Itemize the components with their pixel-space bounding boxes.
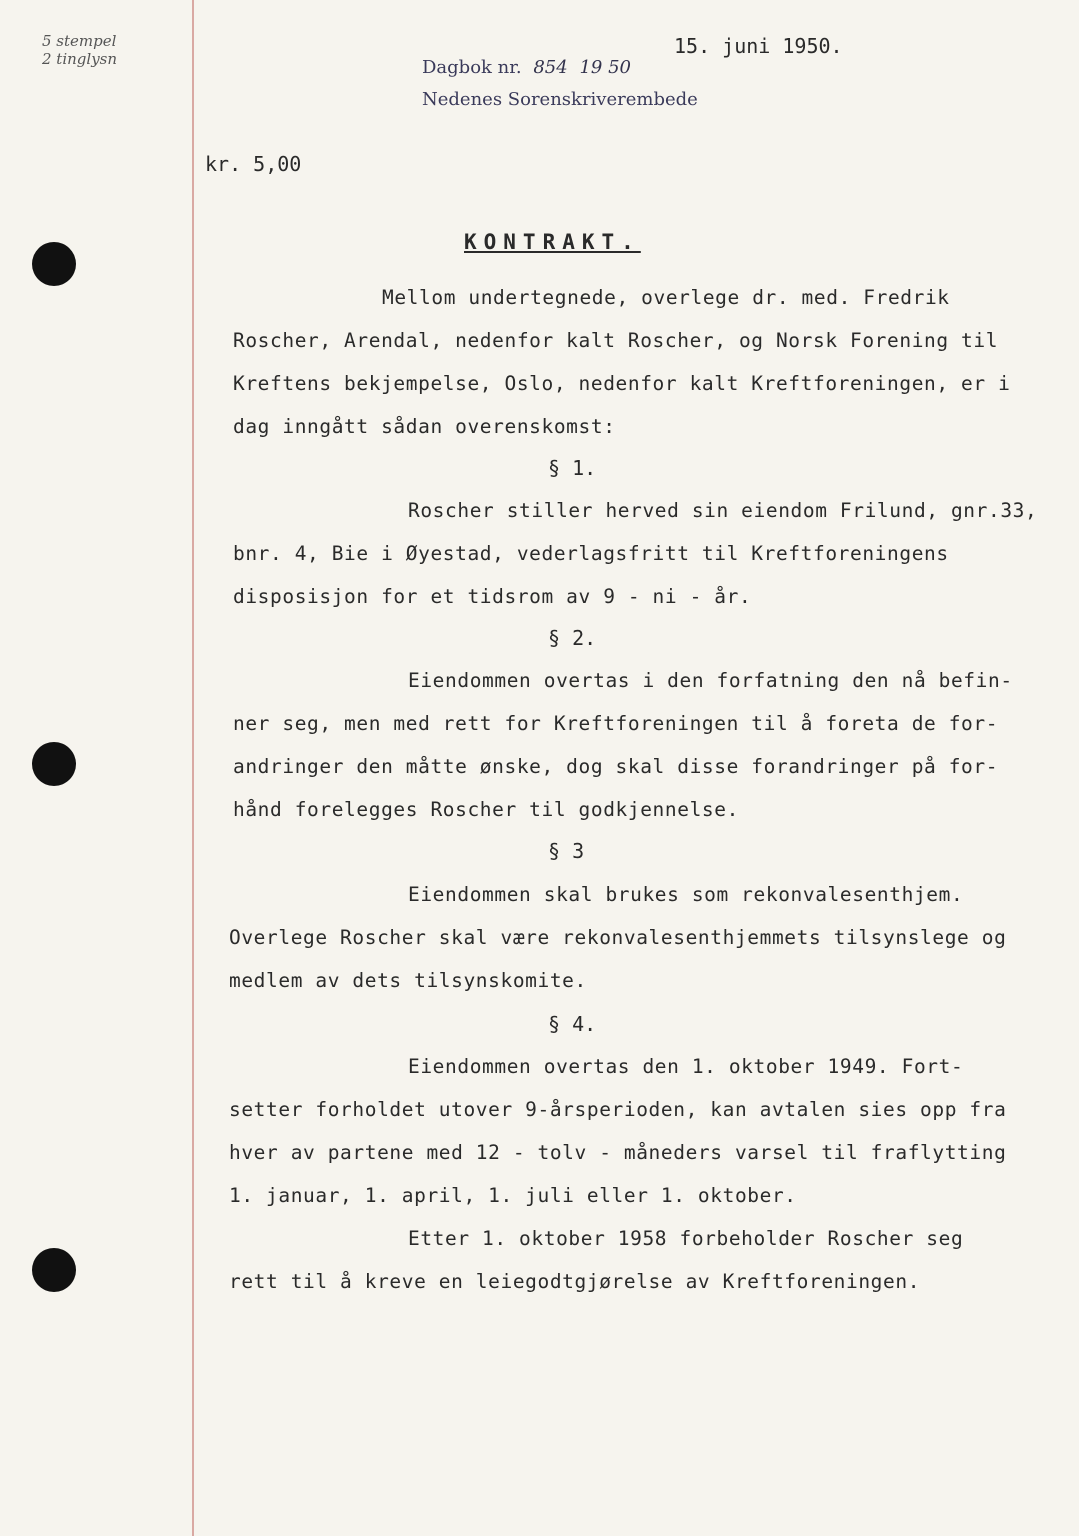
section-heading: § 4.	[548, 1012, 597, 1036]
body-line: disposisjon for et tidsrom av 9 - ni - år.	[233, 585, 752, 608]
document-title: KONTRAKT.	[464, 230, 641, 254]
handwritten-note	[42, 32, 117, 68]
punch-hole-icon	[32, 242, 76, 286]
office-name: Nedenes Sorenskriverembede	[422, 89, 698, 110]
punch-hole-icon	[32, 742, 76, 786]
handwritten-line: 2 tinglysn	[42, 50, 118, 68]
registry-stamp	[422, 52, 698, 116]
handwritten-line: 5 stempel	[42, 32, 117, 50]
body-line: Kreftens bekjempelse, Oslo, nedenfor kalt Kreftforeningen, er i	[233, 372, 1011, 395]
dagbok-year: 19 50	[579, 57, 631, 78]
body-line: andringer den måtte ønske, dog skal disse forandringer på for-	[233, 755, 999, 778]
body-line: rett til å kreve en leiegodtgjørelse av Kreftforeningen.	[229, 1270, 921, 1293]
body-line: Eiendommen overtas i den forfatning den nå befin-	[408, 669, 1013, 692]
section-heading: § 3	[548, 839, 585, 863]
body-line: Etter 1. oktober 1958 forbeholder Roscher seg	[408, 1227, 964, 1250]
section-heading: § 2.	[548, 626, 597, 650]
body-line: 1. januar, 1. april, 1. juli eller 1. oktober.	[229, 1184, 797, 1207]
body-line: hver av partene med 12 - tolv - måneders varsel til fraflytting	[229, 1141, 1007, 1164]
body-line: Eiendommen skal brukes som rekonvalesenthjem.	[408, 883, 964, 906]
dagbok-label: Dagbok nr.	[422, 57, 522, 78]
body-line: Overlege Roscher skal være rekonvalesenthjemmets tilsynslege og	[229, 926, 1007, 949]
margin-line	[192, 0, 194, 1536]
body-line: hånd forelegges Roscher til godkjennelse.	[233, 798, 739, 821]
body-line: dag inngått sådan overenskomst:	[233, 415, 616, 438]
body-line: ner seg, men med rett for Kreftforeningen til å foreta de for-	[233, 712, 999, 735]
dagbok-number: 854	[533, 57, 568, 78]
section-heading: § 1.	[548, 456, 597, 480]
body-line: Roscher stiller herved sin eiendom Frilund, gnr.33,	[408, 499, 1038, 522]
body-line: medlem av dets tilsynskomite.	[229, 969, 587, 992]
body-line: Mellom undertegnede, overlege dr. med. Fredrik	[382, 286, 950, 309]
fee-amount: kr. 5,00	[205, 152, 302, 176]
punch-hole-icon	[32, 1248, 76, 1292]
body-line: bnr. 4, Bie i Øyestad, vederlagsfritt til Kreftforeningens	[233, 542, 949, 565]
document-date: 15. juni 1950.	[674, 34, 843, 58]
body-line: Roscher, Arendal, nedenfor kalt Roscher, og Norsk Forening til	[233, 329, 999, 352]
body-line: setter forholdet utover 9-årsperioden, kan avtalen sies opp fra	[229, 1098, 1007, 1121]
body-line: Eiendommen overtas den 1. oktober 1949. Fort-	[408, 1055, 964, 1078]
